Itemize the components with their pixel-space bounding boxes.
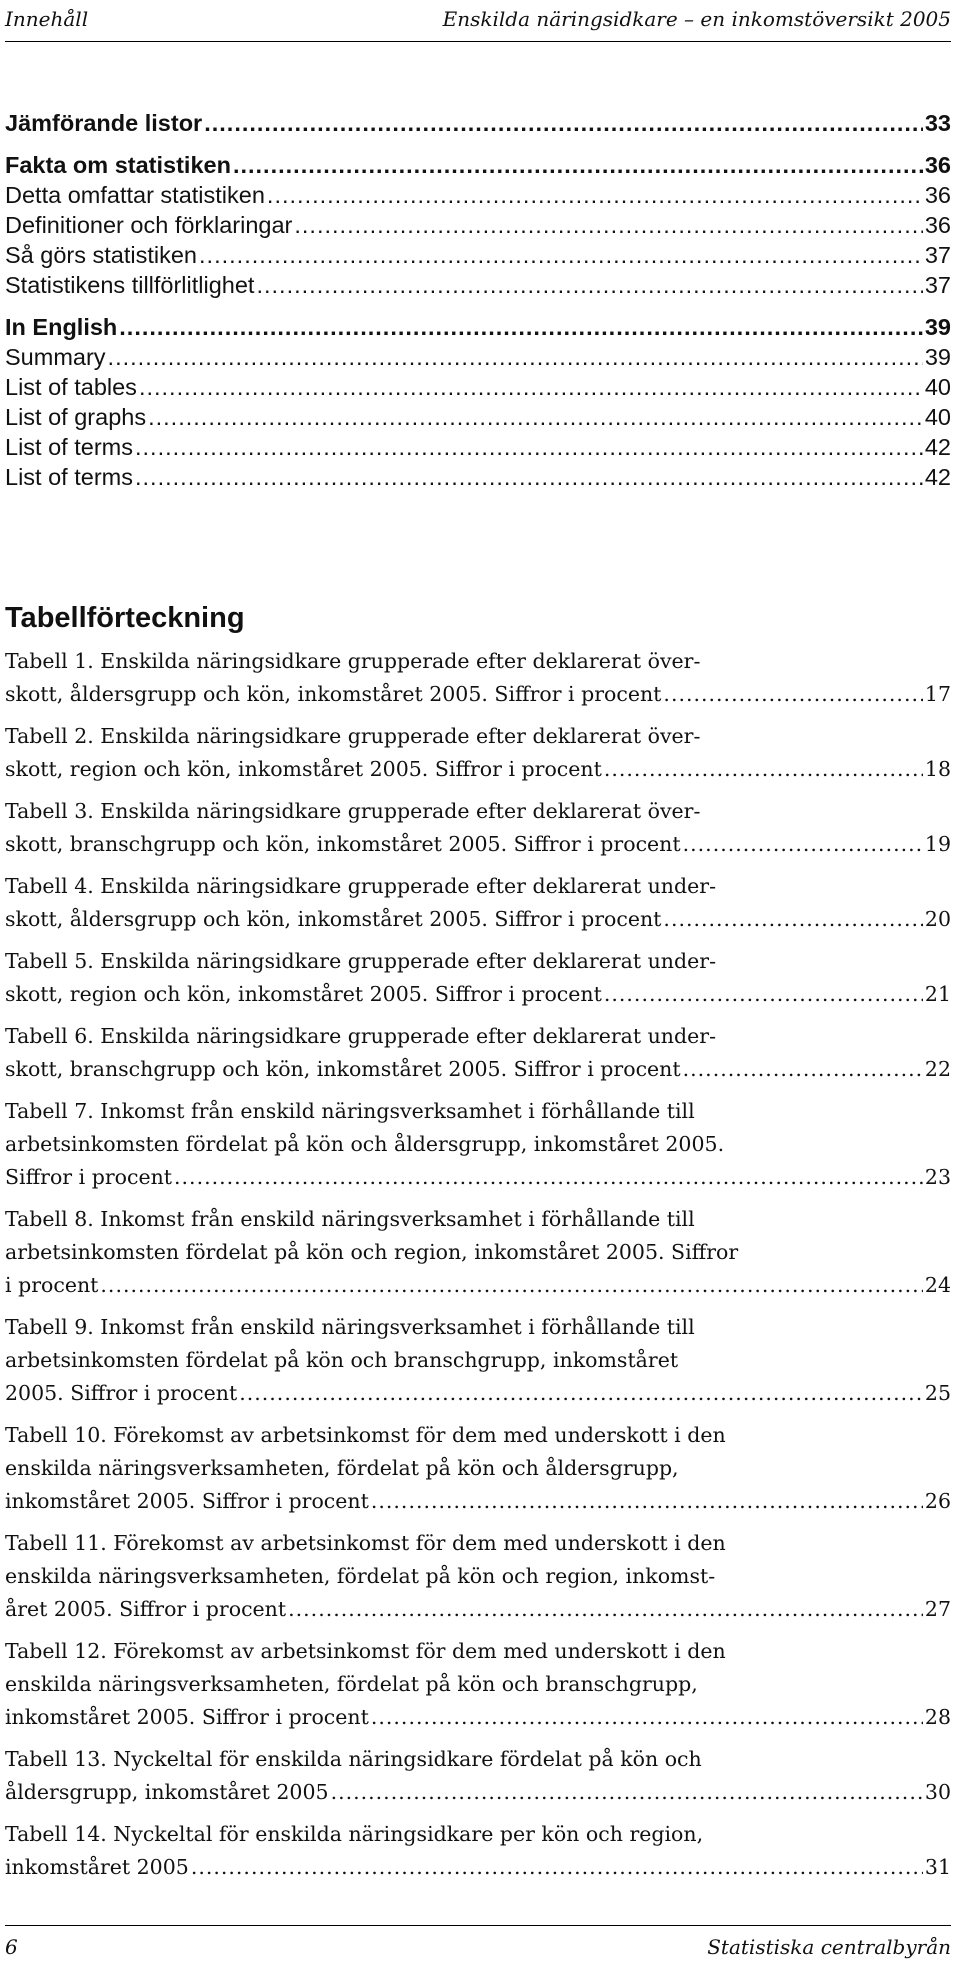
table-entry-text: inkomståret 2005 — [5, 1855, 189, 1879]
dot-leader — [371, 1485, 923, 1518]
table-list-entry[interactable] — [5, 720, 951, 786]
table-entry-page: 19 — [924, 832, 951, 856]
table-entry-line: Tabell 5. Enskilda näringsidkare grupperade efter deklarerat under- — [5, 949, 716, 973]
table-entry-page: 28 — [924, 1705, 951, 1729]
table-entry-line: Tabell 1. Enskilda näringsidkare grupperade efter deklarerat över- — [5, 649, 701, 673]
table-list-entry[interactable] — [5, 870, 951, 936]
dot-leader — [604, 978, 923, 1011]
table-entry-line: arbetsinkomsten fördelat på kön och branschgrupp, inkomståret — [5, 1348, 679, 1372]
table-entry-last-line — [5, 1485, 951, 1518]
table-entry-last-line — [5, 978, 951, 1011]
toc-entry-label: Jämförande listor — [5, 110, 203, 136]
table-list-entry[interactable] — [5, 1527, 951, 1626]
table-entry-text: skott, region och kön, inkomståret 2005. Siffror i procent — [5, 982, 602, 1006]
dot-leader — [267, 180, 923, 210]
toc-entry-page: 39 — [924, 344, 951, 370]
table-entry-text: skott, region och kön, inkomståret 2005. Siffror i procent — [5, 757, 602, 781]
dot-leader — [119, 312, 923, 342]
table-entry-last-line — [5, 1377, 951, 1410]
table-entry-text: skott, åldersgrupp och kön, inkomståret 2005. Siffror i procent — [5, 907, 662, 931]
table-entry-page: 24 — [924, 1273, 951, 1297]
table-entry-last-line — [5, 1161, 951, 1194]
dot-leader — [233, 150, 923, 180]
toc-entry[interactable] — [5, 312, 951, 342]
table-list-entry[interactable] — [5, 1095, 951, 1194]
table-entry-line: Tabell 3. Enskilda näringsidkare grupperade efter deklarerat över- — [5, 799, 701, 823]
table-entry-line: Tabell 9. Inkomst från enskild näringsverksamhet i förhållande till — [5, 1315, 695, 1339]
dot-leader — [239, 1377, 923, 1410]
table-entry-text: åldersgrupp, inkomståret 2005 — [5, 1780, 329, 1804]
dot-leader — [256, 270, 922, 300]
toc-entry-label: In English — [5, 314, 118, 340]
table-list-entry[interactable] — [5, 1020, 951, 1086]
toc-entry[interactable] — [5, 240, 951, 270]
dot-leader — [683, 828, 923, 861]
table-entry-line: Tabell 4. Enskilda näringsidkare grupperade efter deklarerat under- — [5, 874, 716, 898]
table-entry-line: Tabell 13. Nyckeltal för enskilda näringsidkare fördelat på kön och — [5, 1747, 702, 1771]
dot-leader — [174, 1161, 923, 1194]
table-list-entry[interactable] — [5, 1635, 951, 1734]
table-entry-last-line — [5, 828, 951, 861]
toc-entry-label: List of graphs — [5, 404, 147, 430]
table-of-contents — [5, 108, 951, 492]
toc-entry-page: 42 — [924, 434, 951, 460]
dot-leader — [331, 1776, 923, 1809]
toc-entry[interactable] — [5, 180, 951, 210]
table-entry-page: 26 — [924, 1489, 951, 1513]
dot-leader — [100, 1269, 923, 1302]
table-list-entry[interactable] — [5, 1203, 951, 1302]
table-entry-line: Tabell 14. Nyckeltal för enskilda näringsidkare per kön och region, — [5, 1822, 704, 1846]
table-entry-page: 21 — [924, 982, 951, 1006]
toc-entry-page: 36 — [924, 182, 951, 208]
table-list-entry[interactable] — [5, 945, 951, 1011]
table-entry-last-line — [5, 1269, 951, 1302]
toc-entry-label: List of terms — [5, 464, 133, 490]
dot-leader — [135, 462, 923, 492]
dot-leader — [204, 108, 923, 138]
table-entry-page: 25 — [924, 1381, 951, 1405]
dot-leader — [371, 1701, 923, 1734]
toc-entry[interactable] — [5, 402, 951, 432]
dot-leader — [663, 678, 922, 711]
dot-leader — [135, 432, 923, 462]
table-entry-page: 17 — [924, 682, 951, 706]
header-section-label: Innehåll — [5, 7, 89, 31]
table-entry-text: Siffror i procent — [5, 1165, 173, 1189]
toc-entry[interactable] — [5, 462, 951, 492]
toc-entry[interactable] — [5, 432, 951, 462]
table-entry-line: arbetsinkomsten fördelat på kön och region, inkomståret 2005. Siffror — [5, 1240, 739, 1264]
table-entry-last-line — [5, 1593, 951, 1626]
table-entry-page: 20 — [924, 907, 951, 931]
table-entry-last-line — [5, 753, 951, 786]
footer-rule — [5, 1925, 951, 1926]
toc-entry[interactable] — [5, 150, 951, 180]
page-footer — [5, 1930, 951, 1964]
toc-entry-label: Summary — [5, 344, 106, 370]
toc-entry-label: List of terms — [5, 434, 133, 460]
table-entry-line: enskilda näringsverksamheten, fördelat på kön och branschgrupp, — [5, 1672, 698, 1696]
toc-entry-page: 37 — [924, 272, 951, 298]
toc-entry-label: Definitioner och förklaringar — [5, 212, 293, 238]
toc-entry-label: List of tables — [5, 374, 137, 400]
table-entry-text: inkomståret 2005. Siffror i procent — [5, 1705, 369, 1729]
toc-entry[interactable] — [5, 342, 951, 372]
table-entry-text: inkomståret 2005. Siffror i procent — [5, 1489, 369, 1513]
toc-entry-page: 39 — [924, 314, 951, 340]
header-rule — [5, 41, 951, 42]
toc-entry-page: 40 — [924, 404, 951, 430]
table-entry-line: Tabell 12. Förekomst av arbetsinkomst för dem med underskott i den — [5, 1639, 726, 1663]
toc-entry-page: 37 — [924, 242, 951, 268]
table-entry-line: enskilda näringsverksamheten, fördelat på kön och åldersgrupp, — [5, 1456, 679, 1480]
table-entry-last-line — [5, 1053, 951, 1086]
table-list-entry[interactable] — [5, 1419, 951, 1518]
table-entry-text: året 2005. Siffror i procent — [5, 1597, 287, 1621]
table-list-entry[interactable] — [5, 1743, 951, 1809]
table-entry-page: 18 — [924, 757, 951, 781]
table-list-entry[interactable] — [5, 645, 951, 711]
dot-leader — [108, 342, 923, 372]
toc-entry[interactable] — [5, 108, 951, 138]
section-title: Tabellförteckning — [5, 602, 245, 634]
table-entry-page: 31 — [924, 1855, 951, 1879]
table-entry-last-line — [5, 903, 951, 936]
table-entry-line: Tabell 11. Förekomst av arbetsinkomst för dem med underskott i den — [5, 1531, 726, 1555]
table-entry-last-line — [5, 1701, 951, 1734]
toc-entry[interactable] — [5, 372, 951, 402]
table-entry-page: 22 — [924, 1057, 951, 1081]
table-entry-text: skott, åldersgrupp och kön, inkomståret 2005. Siffror i procent — [5, 682, 662, 706]
table-entry-line: Tabell 10. Förekomst av arbetsinkomst för dem med underskott i den — [5, 1423, 726, 1447]
table-entry-line: enskilda näringsverksamheten, fördelat på kön och region, inkomst- — [5, 1564, 716, 1588]
table-list-entry[interactable] — [5, 1818, 951, 1884]
table-entry-text: i procent — [5, 1273, 99, 1297]
table-entry-page: 23 — [924, 1165, 951, 1189]
header-document-title: Enskilda näringsidkare – en inkomstöversikt 2005 — [442, 7, 951, 31]
dot-leader — [139, 372, 923, 402]
toc-entry-page: 33 — [924, 110, 951, 136]
page-number: 6 — [5, 1935, 18, 1959]
publisher-name: Statistiska centralbyrån — [707, 1935, 951, 1959]
table-list — [5, 645, 951, 1893]
table-entry-last-line — [5, 1776, 951, 1809]
table-entry-last-line — [5, 678, 951, 711]
toc-entry-label: Statistikens tillförlitlighet — [5, 272, 255, 298]
dot-leader — [199, 240, 923, 270]
table-list-entry[interactable] — [5, 1311, 951, 1410]
table-entry-text: skott, branschgrupp och kön, inkomståret 2005. Siffror i procent — [5, 1057, 681, 1081]
table-entry-page: 30 — [924, 1780, 951, 1804]
table-entry-text: 2005. Siffror i procent — [5, 1381, 238, 1405]
toc-entry-page: 36 — [924, 152, 951, 178]
dot-leader — [148, 402, 923, 432]
toc-entry-label: Så görs statistiken — [5, 242, 198, 268]
toc-entry[interactable] — [5, 210, 951, 240]
dot-leader — [294, 210, 923, 240]
toc-entry[interactable] — [5, 270, 951, 300]
dot-leader — [604, 753, 923, 786]
table-entry-text: skott, branschgrupp och kön, inkomståret 2005. Siffror i procent — [5, 832, 681, 856]
dot-leader — [683, 1053, 923, 1086]
toc-entry-page: 40 — [924, 374, 951, 400]
table-entry-line: arbetsinkomsten fördelat på kön och åldersgrupp, inkomståret 2005. — [5, 1132, 725, 1156]
table-entry-page: 27 — [924, 1597, 951, 1621]
dot-leader — [288, 1593, 923, 1626]
table-entry-line: Tabell 6. Enskilda näringsidkare grupperade efter deklarerat under- — [5, 1024, 716, 1048]
dot-leader — [663, 903, 922, 936]
toc-entry-page: 36 — [924, 212, 951, 238]
toc-entry-label: Fakta om statistiken — [5, 152, 231, 178]
table-list-entry[interactable] — [5, 795, 951, 861]
page-header — [5, 2, 951, 36]
dot-leader — [191, 1851, 923, 1884]
toc-entry-page: 42 — [924, 464, 951, 490]
table-entry-line: Tabell 8. Inkomst från enskild näringsverksamhet i förhållande till — [5, 1207, 695, 1231]
table-entry-line: Tabell 2. Enskilda näringsidkare grupperade efter deklarerat över- — [5, 724, 701, 748]
table-entry-line: Tabell 7. Inkomst från enskild näringsverksamhet i förhållande till — [5, 1099, 695, 1123]
table-entry-last-line — [5, 1851, 951, 1884]
toc-entry-label: Detta omfattar statistiken — [5, 182, 265, 208]
